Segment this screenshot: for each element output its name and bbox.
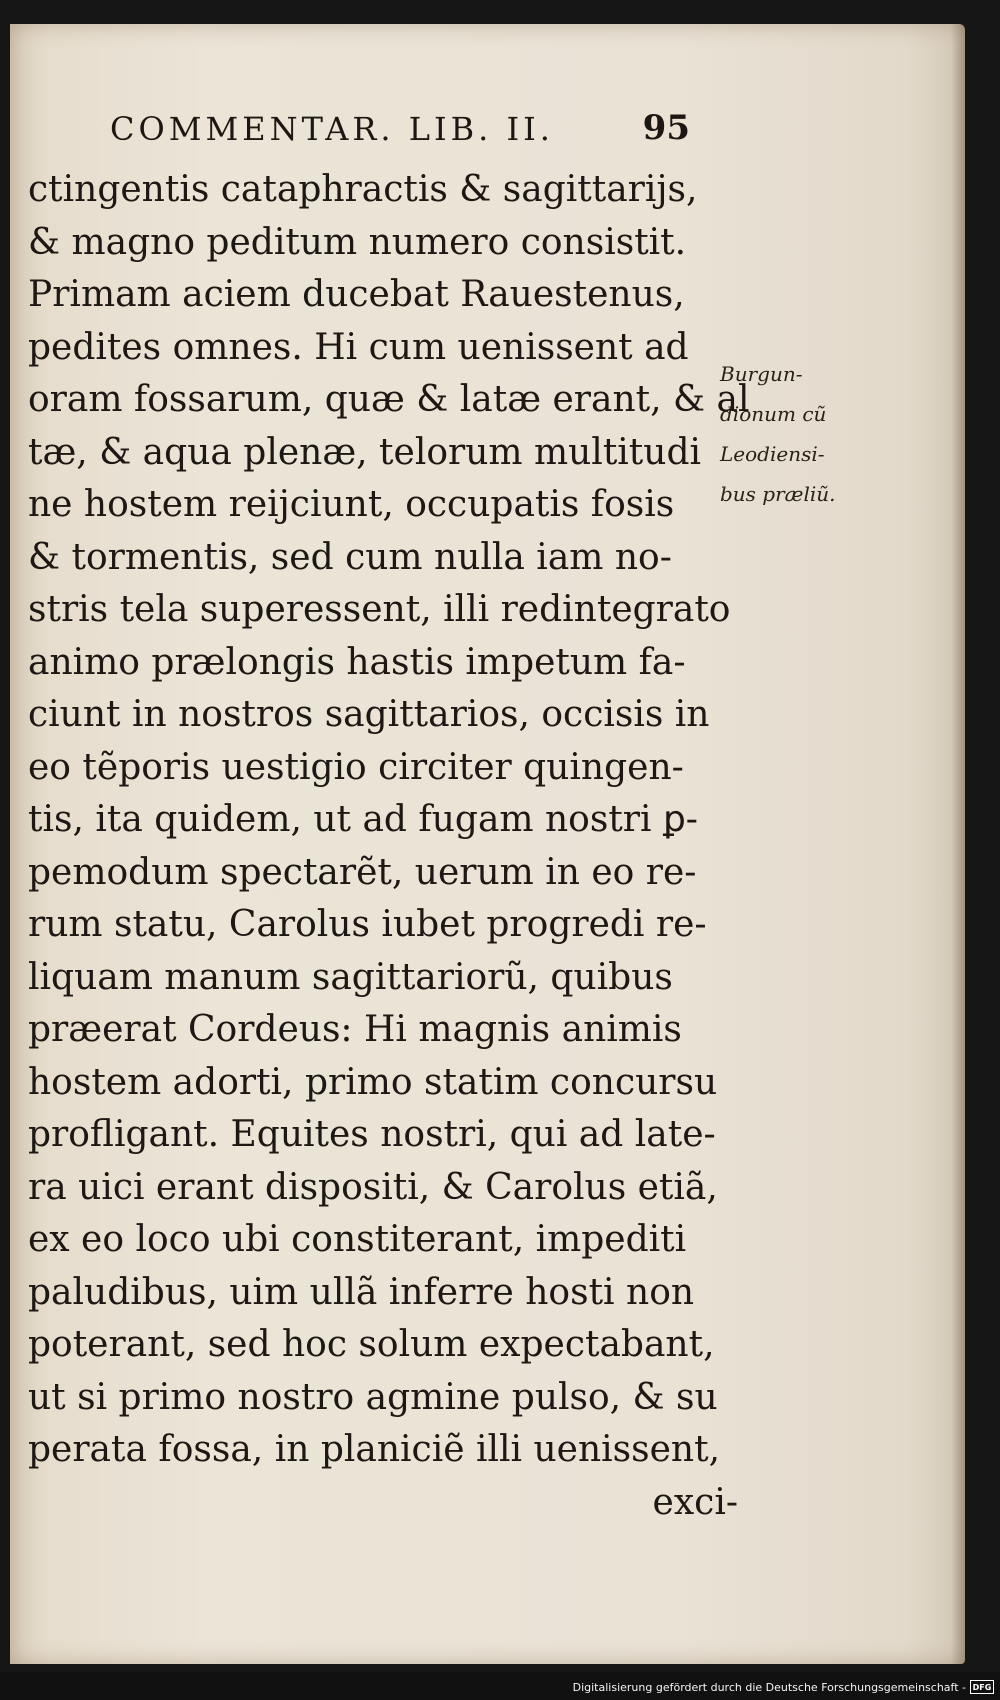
dfg-logo-icon: DFG (970, 1680, 994, 1694)
running-head: COMMENTAR. LIB. II. (110, 110, 554, 148)
text-line: paludibus, uim ullã inferre hosti non (28, 1271, 695, 1313)
text-line: & magno peditum numero consistit. (28, 221, 687, 263)
catchword: exci- (652, 1481, 738, 1523)
text-line: eo tẽporis uestigio circiter quingen- (28, 746, 684, 788)
text-line: stris tela superessent, illi redintegrato (28, 589, 731, 630)
text-line: oram fossarum, quæ & latæ erant, & al (28, 379, 750, 420)
marginal-note-line: Leodiensi- (720, 442, 825, 466)
text-line: hostem adorti, primo statim concursu (28, 1061, 718, 1103)
text-line: perata fossa, in planiciẽ illi uenissent, (28, 1429, 721, 1470)
text-line: ut si primo nostro agmine pulso, & su (28, 1376, 718, 1418)
marginal-note-line: dionum cũ (720, 402, 827, 426)
text-line: tis, ita quidem, ut ad fugam nostri ꝑ- (28, 799, 698, 840)
marginal-note-line: Burgun- (720, 362, 803, 386)
text-line: ex eo loco ubi constiterant, impediti (28, 1219, 687, 1260)
text-line: liquam manum sagittariorũ, quibus (28, 956, 673, 998)
text-line: Primam aciem ducebat Rauestenus, (28, 274, 685, 315)
main-text-block (28, 164, 750, 1529)
text-line: profligant. Equites nostri, qui ad late- (28, 1114, 716, 1155)
marginal-note-line: bus præliũ. (720, 482, 836, 506)
book-page (10, 24, 965, 1664)
page-number: 95 (642, 108, 690, 148)
text-line: & tormentis, sed cum nulla iam no- (28, 536, 672, 578)
funding-credit: Digitalisierung gefördert durch die Deutsche Forschungsgemeinschaft - (572, 1681, 966, 1694)
page-header (110, 100, 690, 160)
text-line: ctingentis cataphractis & sagittarijs, (28, 169, 698, 210)
footer-bar (0, 1672, 1000, 1700)
text-line: animo prælongis hastis impetum fa- (28, 641, 686, 683)
text-line: pemodum spectarẽt, uerum in eo re- (28, 851, 697, 893)
text-line: ciunt in nostros sagittarios, occisis in (28, 694, 710, 735)
text-line: præerat Cordeus: Hi magnis animis (28, 1009, 682, 1050)
text-line: pedites omnes. Hi cum uenissent ad (28, 326, 689, 368)
marginal-note (720, 354, 890, 514)
text-line: ra uici erant dispositi, & Carolus etiã, (28, 1166, 718, 1208)
text-line: rum statu, Carolus iubet progredi re- (28, 904, 707, 945)
text-line: tæ, & aqua plenæ, telorum multitudi (28, 431, 702, 473)
text-line: ne hostem reijciunt, occupatis fosis (28, 484, 675, 525)
text-line: poterant, sed hoc solum expectabant, (28, 1324, 715, 1365)
